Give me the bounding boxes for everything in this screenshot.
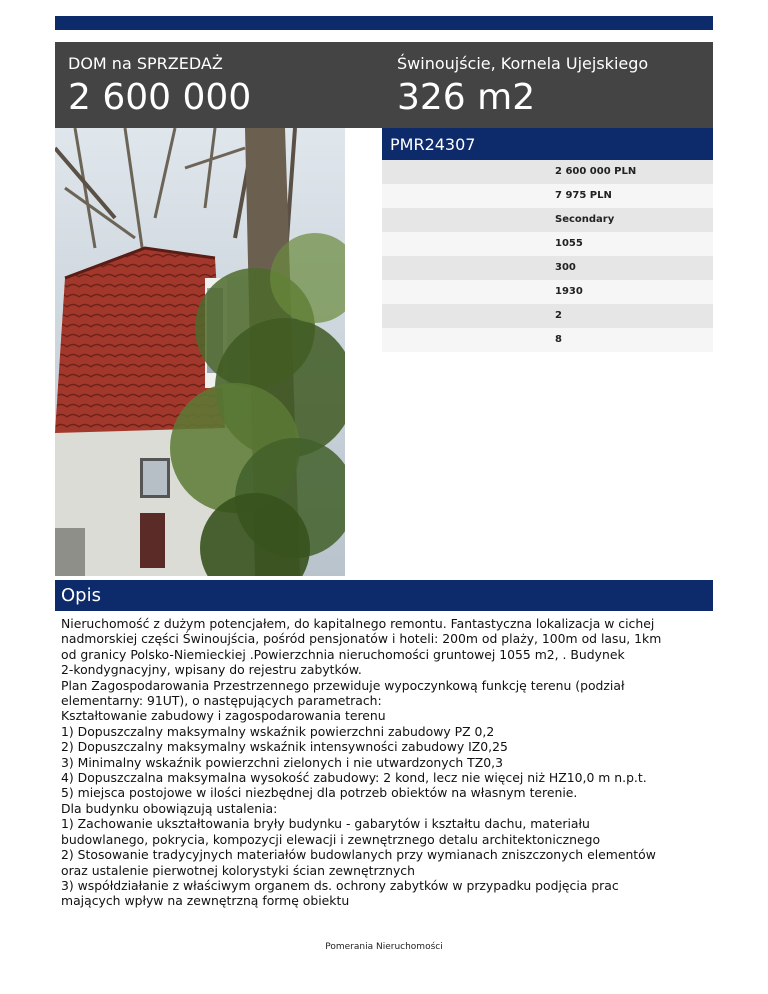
description-heading-bar — [55, 580, 713, 611]
description-line: elementarny: 91UT), o następujących parametrach: — [61, 693, 382, 709]
description-line: budowlanego, pokrycia, kompozycji elewacji i zewnętrznego detalu architektonicznego — [61, 831, 601, 847]
param-value: 2 — [555, 310, 562, 321]
description-line: Plan Zagospodarowania Przestrzennego przewiduje wypoczynkową funkcję terenu (podział — [61, 677, 625, 693]
description-text — [61, 616, 711, 909]
property-photo — [55, 128, 345, 576]
param-value: 300 — [555, 262, 576, 273]
area: 326 m2 — [397, 77, 536, 118]
offer-type: DOM na SPRZEDAŻ — [68, 54, 223, 73]
description-line: 4) Dopuszczalna maksymalna wysokość zabudowy: 2 kond, lecz nie więcej niż HZ10,0 m n.p.t. — [61, 770, 647, 786]
param-row — [382, 304, 713, 328]
reference-bar — [382, 128, 713, 160]
param-value: 1055 — [555, 238, 583, 249]
description-line: 2-kondygnacyjny, wpisany do rejestru zabytków. — [61, 662, 362, 678]
house-image — [55, 128, 345, 576]
param-value: 7 975 PLN — [555, 190, 612, 201]
param-row — [382, 328, 713, 352]
param-row — [382, 232, 713, 256]
parameters-table — [382, 160, 713, 352]
param-row — [382, 160, 713, 184]
description-line: 5) miejsca postojowe w ilości niezbędnej dla potrzeb obiektów na własnym terenie. — [61, 785, 578, 801]
description-line: 1) Dopuszczalny maksymalny wskaźnik powierzchni zabudowy PZ 0,2 — [61, 723, 495, 739]
footer-agency: Pomerania Nieruchomości — [325, 942, 443, 952]
description-line: mających wpływ na zewnętrzną formę obiektu — [61, 893, 350, 909]
param-value: 8 — [555, 334, 562, 345]
description-heading: Opis — [61, 585, 101, 606]
description-line: od granicy Polsko-Niemieckiej .Powierzchnia nieruchomości gruntowej 1055 m2, . Budynek — [61, 646, 625, 662]
description-line: 2) Dopuszczalny maksymalny wskaźnik intensywności zabudowy IZ0,25 — [61, 739, 508, 755]
listing-ref: PMR24307 — [390, 135, 476, 154]
description-line: 3) Minimalny wskaźnik powierzchni zielonych i nie utwardzonych TZ0,3 — [61, 754, 503, 770]
price: 2 600 000 — [68, 77, 252, 118]
param-row — [382, 280, 713, 304]
param-row — [382, 208, 713, 232]
description-line: nadmorskiej części Świnoujścia, pośród pensjonatów i hoteli: 200m od plaży, 100m od lasu, 1km — [61, 631, 662, 647]
description-line: Dla budynku obowiązują ustalenia: — [61, 800, 278, 816]
top-accent-bar — [55, 16, 713, 30]
header-left — [68, 54, 251, 120]
param-value: 2 600 000 PLN — [555, 166, 637, 177]
description-line: 1) Zachowanie ukształtowania bryły budynku - gabarytów i kształtu dachu, materiału — [61, 816, 590, 832]
description-line: Kształtowanie zabudowy i zagospodarowania terenu — [61, 708, 386, 724]
listing-header — [55, 42, 713, 128]
location: Świnoujście, Kornela Ujejskiego — [397, 54, 649, 73]
description-line: 2) Stosowanie tradycyjnych materiałów budowlanych przy wymianach zniszczonych elementów — [61, 847, 656, 863]
param-value: Secondary — [555, 214, 615, 225]
header-right — [397, 54, 648, 120]
param-row — [382, 184, 713, 208]
description-line: 3) współdziałanie z właściwym organem ds. ochrony zabytków w przypadku podjęcia prac — [61, 877, 619, 893]
description-line: oraz ustalenie pierwotnej kolorystyki ścian zewnętrznych — [61, 862, 415, 878]
description-line: Nieruchomość z dużym potencjałem, do kapitalnego remontu. Fantastyczna lokalizacja w cichej — [61, 616, 655, 631]
param-value: 1930 — [555, 286, 583, 297]
param-row — [382, 256, 713, 280]
